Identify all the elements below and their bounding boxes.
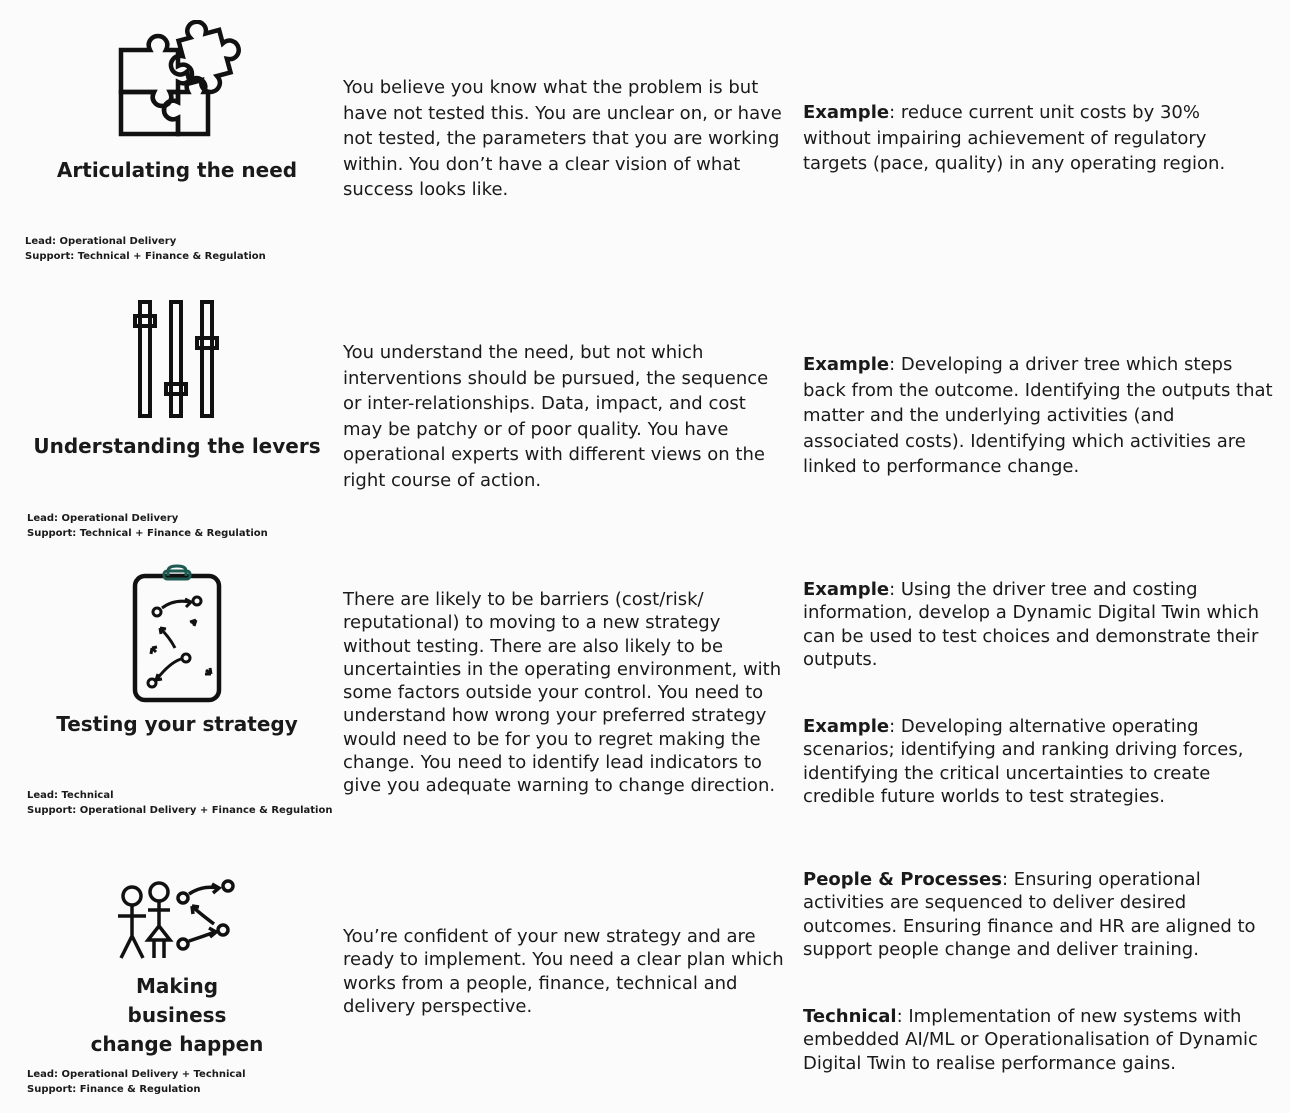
stage-example — [803, 1005, 1273, 1075]
lead-text: Lead: Technical — [27, 790, 114, 801]
support-text: Support: Technical + Finance & Regulation — [25, 251, 266, 262]
stage-description: There are likely to be barriers (cost/risk/ reputational) to moving to a new strategy without testing. There are also likely to be uncertainties in the operating environment, with some factors outside your control. You need to understand how wrong your preferred strategy would need to be for you to regret making the change. You need to identify lead indicators to give you adequate warning to change direction. — [343, 589, 782, 797]
stage-roles — [27, 511, 268, 541]
stage-example — [803, 868, 1273, 961]
stage-example — [803, 578, 1273, 671]
stage-title: Articulating the need — [56, 158, 298, 182]
stage-title: Testing your strategy — [56, 712, 298, 736]
example-text: : Using the driver tree and costing information, develop a Dynamic Digital Twin which can be used to test choices and demonstrate their outputs. — [803, 579, 1259, 670]
example-text: : Developing a driver tree which steps back from the outcome. Identifying the outputs that matter and the underlying activities (and associated costs). Identifying which activities are linked to performance change. — [803, 354, 1273, 478]
example-text: : Implementation of new systems with embedded AI/ML or Operationalisation of Dynamic Digital Twin to realise performance gains. — [803, 1006, 1258, 1074]
example-label: Example — [803, 354, 890, 375]
example-text: : Ensuring operational activities are sequenced to deliver desired outcomes. Ensuring finance and HR are aligned to support people change and deliver training. — [803, 869, 1256, 960]
strategy-clipboard-icon — [128, 562, 228, 708]
stage-title: Making business change happen — [90, 974, 264, 1056]
stage-title: Understanding the levers — [33, 434, 321, 458]
example-label: Technical — [803, 1006, 897, 1027]
support-text: Support: Finance & Regulation — [27, 1084, 201, 1095]
stage-example — [803, 100, 1273, 177]
people-change-icon — [112, 874, 240, 962]
example-text: : Developing alternative operating scenarios; identifying and ranking driving forces, identifying the critical uncertainties to create credible future worlds to test strategies. — [803, 716, 1244, 807]
stage-roles — [27, 1067, 246, 1097]
stage-example — [803, 715, 1273, 808]
lead-text: Lead: Operational Delivery + Technical — [27, 1069, 246, 1080]
sliders-icon — [132, 298, 224, 422]
lead-text: Lead: Operational Delivery — [25, 236, 177, 247]
support-text: Support: Technical + Finance & Regulation — [27, 528, 268, 539]
example-label: Example — [803, 102, 890, 123]
lead-text: Lead: Operational Delivery — [27, 513, 179, 524]
support-text: Support: Operational Delivery + Finance & Regulation — [27, 805, 333, 816]
stage-example — [803, 352, 1273, 480]
example-label: Example — [803, 716, 890, 737]
example-text: : reduce current unit costs by 30% without impairing achievement of regulatory targets (pace, quality) in any operating region. — [803, 102, 1226, 175]
example-label: Example — [803, 579, 890, 600]
example-label: People & Processes — [803, 869, 1002, 890]
puzzle-icon — [112, 20, 242, 142]
stage-description: You’re confident of your new strategy and are ready to implement. You need a clear plan which works from a people, finance, technical and delivery perspective. — [343, 926, 784, 1017]
stage-description: You believe you know what the problem is but have not tested this. You are unclear on, or have not tested, the parameters that you are working within. You don’t have a clear vision of what success looks like. — [343, 77, 782, 201]
stage-description: You understand the need, but not which interventions should be pursued, the sequence or inter-relationships. Data, impact, and cost may be patchy or of poor quality. You have operational experts with different views on the right course of action. — [343, 342, 769, 491]
stage-roles — [27, 788, 332, 818]
stage-roles — [25, 234, 266, 264]
